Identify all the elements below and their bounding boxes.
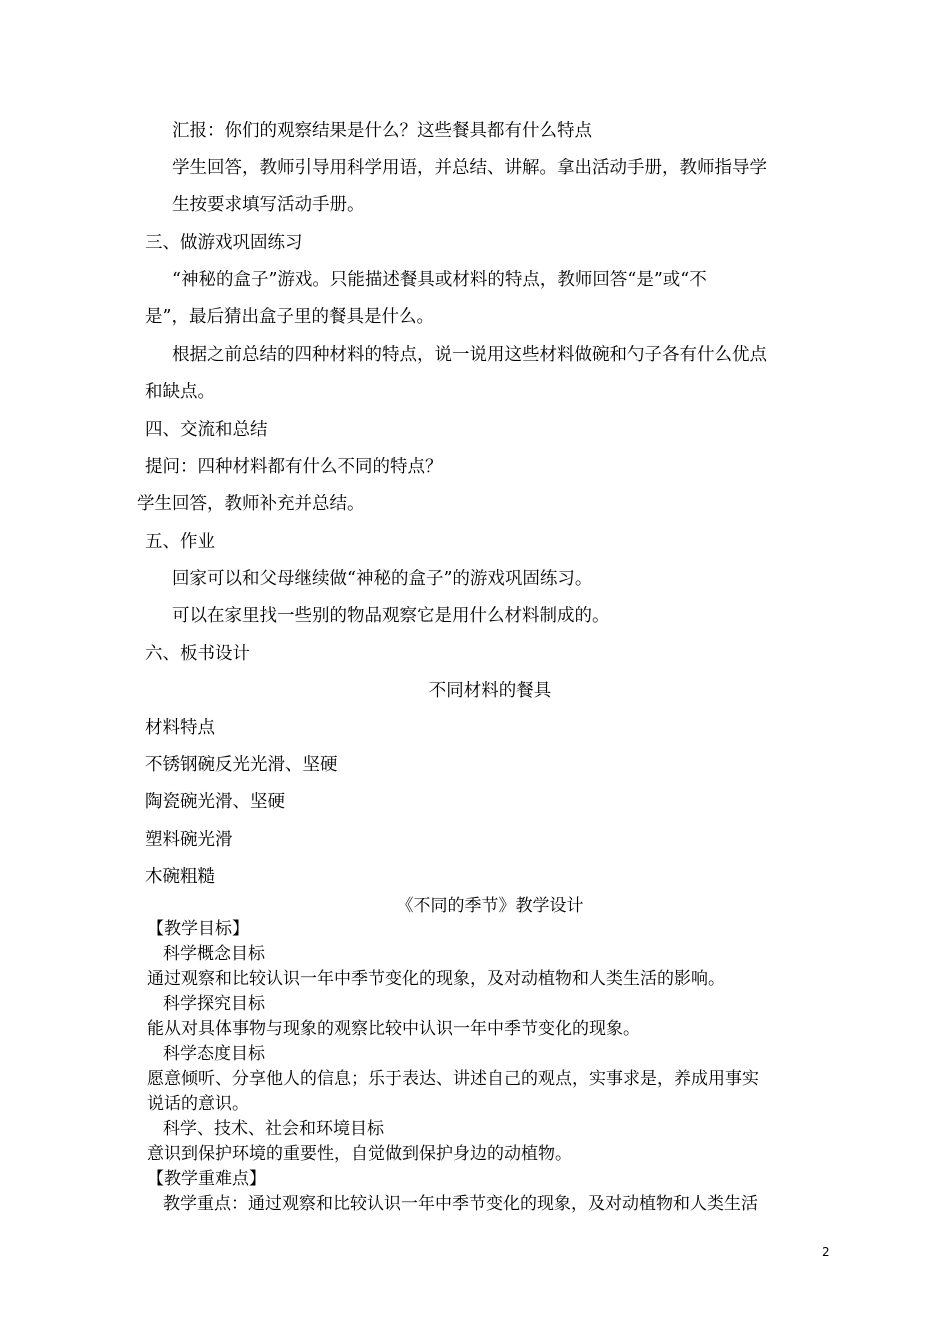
material-paragraph-line-1: 根据之前总结的四种材料的特点，说一说用这些材料做碗和勺子各有什么优点 bbox=[172, 345, 767, 365]
student-answer-line-2: 生按要求填写活动手册。 bbox=[172, 195, 365, 215]
section-heading-3: 三、做游戏巩固练习 bbox=[145, 233, 303, 253]
goal-heading-attitude: 科学态度目标 bbox=[163, 1044, 265, 1064]
student-answer-line-1: 学生回答，教师引导用科学用语，并总结、讲解。拿出活动手册，教师指导学 bbox=[172, 158, 767, 178]
key-points-text: 教学重点：通过观察和比较认识一年中季节变化的现象，及对动植物和人类生活 bbox=[163, 1194, 758, 1214]
goal-heading-inquiry: 科学探究目标 bbox=[163, 994, 265, 1014]
goals-heading: 【教学目标】 bbox=[147, 919, 249, 939]
material-paragraph-line-2: 和缺点。 bbox=[145, 382, 215, 402]
board-item: 陶瓷碗光滑、坚硬 bbox=[145, 792, 285, 812]
board-item: 不锈钢碗反光光滑、坚硬 bbox=[145, 755, 338, 775]
goal-heading-stse: 科学、技术、社会和环境目标 bbox=[163, 1119, 384, 1139]
goal-text-stse: 意识到保护环境的重要性，自觉做到保护身边的动植物。 bbox=[147, 1144, 572, 1164]
game-paragraph-line-1: “神秘的盒子”游戏。只能描述餐具或材料的特点，教师回答“是”或“不 bbox=[172, 270, 707, 290]
page-number: 2 bbox=[822, 1245, 830, 1259]
lesson-title: 《不同的季节》教学设计 bbox=[396, 896, 584, 916]
board-item: 塑料碗光滑 bbox=[145, 830, 233, 850]
answer-line: 学生回答，教师补充并总结。 bbox=[137, 494, 365, 514]
board-title: 不同材料的餐具 bbox=[428, 681, 552, 701]
section-heading-4: 四、交流和总结 bbox=[145, 420, 268, 440]
goal-text-concept: 通过观察和比较认识一年中季节变化的现象，及对动植物和人类生活的影响。 bbox=[147, 969, 725, 989]
question-line: 提问：四种材料都有什么不同的特点？ bbox=[145, 457, 443, 477]
homework-line-2: 可以在家里找一些别的物品观察它是用什么材料制成的。 bbox=[172, 606, 610, 626]
board-item: 木碗粗糙 bbox=[145, 867, 215, 887]
report-paragraph: 汇报：你们的观察结果是什么？这些餐具都有什么特点 bbox=[172, 121, 592, 141]
goal-heading-concept: 科学概念目标 bbox=[163, 944, 265, 964]
board-item: 材料特点 bbox=[145, 718, 215, 738]
key-points-heading: 【教学重难点】 bbox=[147, 1169, 266, 1189]
section-heading-5: 五、作业 bbox=[145, 532, 215, 552]
homework-line-1: 回家可以和父母继续做“神秘的盒子”的游戏巩固练习。 bbox=[172, 569, 593, 589]
goal-text-attitude-line-1: 愿意倾听、分享他人的信息；乐于表达、讲述自己的观点，实事求是，养成用事实 bbox=[147, 1069, 759, 1089]
goal-text-inquiry: 能从对具体事物与现象的观察比较中认识一年中季节变化的现象。 bbox=[147, 1019, 640, 1039]
section-heading-6: 六、板书设计 bbox=[145, 644, 250, 664]
goal-text-attitude-line-2: 说话的意识。 bbox=[147, 1094, 249, 1114]
game-paragraph-line-2: 是”，最后猜出盒子里的餐具是什么。 bbox=[145, 307, 434, 327]
